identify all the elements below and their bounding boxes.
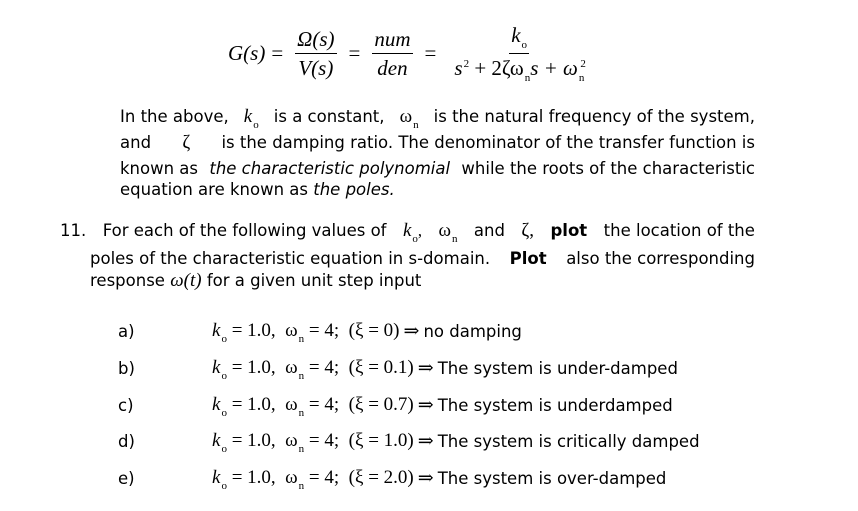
k-symbol: k — [212, 394, 221, 415]
text: poles of the characteristic equation in s-domain. — [90, 249, 491, 268]
omega-value: = 4; — [308, 394, 340, 415]
omega-symbol: ω — [285, 357, 298, 378]
omega-symbol: ω — [285, 320, 298, 341]
fraction-standard-form — [448, 23, 589, 84]
text: the location of the — [603, 221, 755, 240]
omega-subscript: n — [298, 407, 305, 419]
comma: , — [417, 221, 422, 240]
k-symbol: k — [212, 430, 221, 451]
omega-subscript: n — [451, 233, 458, 245]
k-symbol: k — [212, 467, 221, 488]
fraction-num-over-den — [372, 27, 412, 80]
xi-value: (ξ = 0.1) — [348, 357, 414, 378]
k-value: = 1.0, — [231, 467, 276, 488]
k-symbol: k — [212, 320, 221, 341]
case-description: The system is critically damped — [437, 431, 700, 451]
k-naught — [244, 104, 259, 130]
case-label: a) — [118, 321, 135, 341]
omega-n — [438, 218, 457, 246]
k-value: = 1.0, — [231, 394, 276, 415]
text: and — [473, 221, 505, 240]
k-value: = 1.0, — [231, 320, 276, 341]
k-subscript: o — [521, 38, 528, 51]
fraction-numerator: Ω(s) — [295, 27, 336, 54]
bold-plot: Plot — [509, 249, 547, 268]
case-description: no damping — [423, 321, 522, 341]
k-subscript: o — [412, 233, 418, 245]
case-label: e) — [118, 468, 135, 488]
case-description: The system is underdamped — [437, 395, 673, 415]
text: while the roots of the characteristic — [461, 159, 755, 178]
bold-plot: plot — [550, 221, 588, 240]
s-symbol: s — [454, 55, 463, 80]
case-label: c) — [118, 395, 134, 415]
zeta-symbol: ζ — [182, 132, 191, 153]
omega-value: = 4; — [308, 320, 340, 341]
text: In the above, — [120, 107, 229, 126]
k-naught — [403, 218, 422, 246]
k-symbol: k — [511, 22, 521, 47]
omega-subscript: n — [298, 480, 305, 492]
implies-arrow: ⇒ — [417, 467, 434, 489]
case-expression — [212, 320, 400, 345]
italic-term: the characteristic polynomial — [209, 159, 451, 178]
omega-value: = 4; — [308, 467, 340, 488]
k-symbol: k — [243, 106, 253, 127]
case-c — [118, 390, 673, 420]
case-expression — [212, 394, 414, 419]
omega-symbol: ω — [285, 394, 298, 415]
omega-subscript: n — [413, 119, 419, 131]
intro-line-2 — [120, 130, 755, 156]
equals-sign: = — [424, 40, 437, 65]
xi-value: (ξ = 1.0) — [348, 430, 414, 451]
fraction-numerator: num — [372, 27, 412, 54]
intro-paragraph — [120, 104, 755, 203]
omega-subscript: n — [298, 370, 305, 382]
text: is the natural frequency of the system, — [433, 107, 755, 126]
omega-value: = 4; — [308, 430, 340, 451]
k-subscript: o — [221, 480, 227, 492]
omega-symbol: ω — [438, 220, 451, 241]
omega-n — [400, 104, 419, 130]
fraction-numerator — [509, 23, 529, 54]
fraction-denominator — [448, 54, 589, 84]
implies-arrow: ⇒ — [417, 430, 434, 452]
case-d — [118, 426, 700, 456]
xi-value: (ξ = 0.7) — [348, 394, 414, 415]
omega-subscript: n — [298, 443, 305, 455]
implies-arrow: ⇒ — [417, 357, 434, 379]
transfer-function-equation — [228, 24, 596, 82]
fraction-denominator: V(s) — [298, 55, 334, 80]
k-subscript: o — [221, 370, 227, 382]
implies-arrow: ⇒ — [417, 394, 434, 416]
omega-of-t: ω(t) — [170, 270, 202, 291]
den-mid-term: + 2ζω — [474, 55, 524, 80]
fraction-denominator: den — [377, 55, 408, 80]
problem-number: 11. — [60, 221, 87, 240]
case-a — [118, 316, 522, 346]
case-expression — [212, 467, 414, 492]
problem-11 — [60, 218, 755, 294]
k-value: = 1.0, — [231, 357, 276, 378]
problem-continuation — [60, 246, 755, 294]
k-subscript: o — [221, 443, 227, 455]
case-expression — [212, 357, 414, 382]
omega-symbol: ω — [285, 430, 298, 451]
case-b — [118, 353, 678, 383]
omega-symbol: ω — [399, 106, 413, 127]
xi-value: (ξ = 0) — [348, 320, 400, 341]
xi-value: (ξ = 2.0) — [348, 467, 414, 488]
italic-term: the poles. — [313, 180, 395, 199]
text: is the damping ratio. The denominator of the transfer function is — [221, 133, 755, 152]
case-label: b) — [118, 358, 135, 378]
case-label: d) — [118, 431, 135, 451]
implies-arrow: ⇒ — [403, 320, 420, 342]
k-symbol: k — [402, 220, 412, 241]
intro-line-1 — [120, 104, 755, 130]
omega-subscript: n — [524, 71, 531, 84]
k-subscript: o — [221, 333, 227, 345]
problem-line-1 — [60, 218, 755, 246]
text: For each of the following values of — [102, 221, 387, 240]
case-description: The system is under-damped — [437, 358, 678, 378]
k-subscript: o — [221, 407, 227, 419]
text: and — [120, 133, 152, 152]
case-expression — [212, 430, 414, 455]
text: for a given unit step input — [206, 271, 422, 290]
s-superscript: 2 — [463, 57, 470, 70]
text: is a constant, — [273, 107, 385, 126]
k-value: = 1.0, — [231, 430, 276, 451]
case-description: The system is over-damped — [437, 468, 667, 488]
k-subscript: o — [253, 119, 259, 131]
k-symbol: k — [212, 357, 221, 378]
omega-value: = 4; — [308, 357, 340, 378]
text: equation are known as — [120, 180, 308, 199]
omega-symbol: ω — [285, 467, 298, 488]
case-e — [118, 463, 666, 493]
text: response — [90, 271, 165, 290]
omega-subscript: n — [578, 71, 585, 84]
omega-subscript: n — [298, 333, 305, 345]
den-tail-term: s + ω — [530, 55, 578, 80]
equation-lhs: G(s) — [228, 40, 266, 65]
text: known as — [120, 159, 199, 178]
omega-superscript: 2 — [580, 57, 586, 70]
fraction-omega-over-v — [295, 27, 336, 80]
text: also the corresponding — [566, 249, 755, 268]
equals-sign: = — [348, 40, 361, 65]
zeta-symbol: ζ, — [521, 220, 535, 241]
equals-sign: = — [271, 40, 284, 65]
